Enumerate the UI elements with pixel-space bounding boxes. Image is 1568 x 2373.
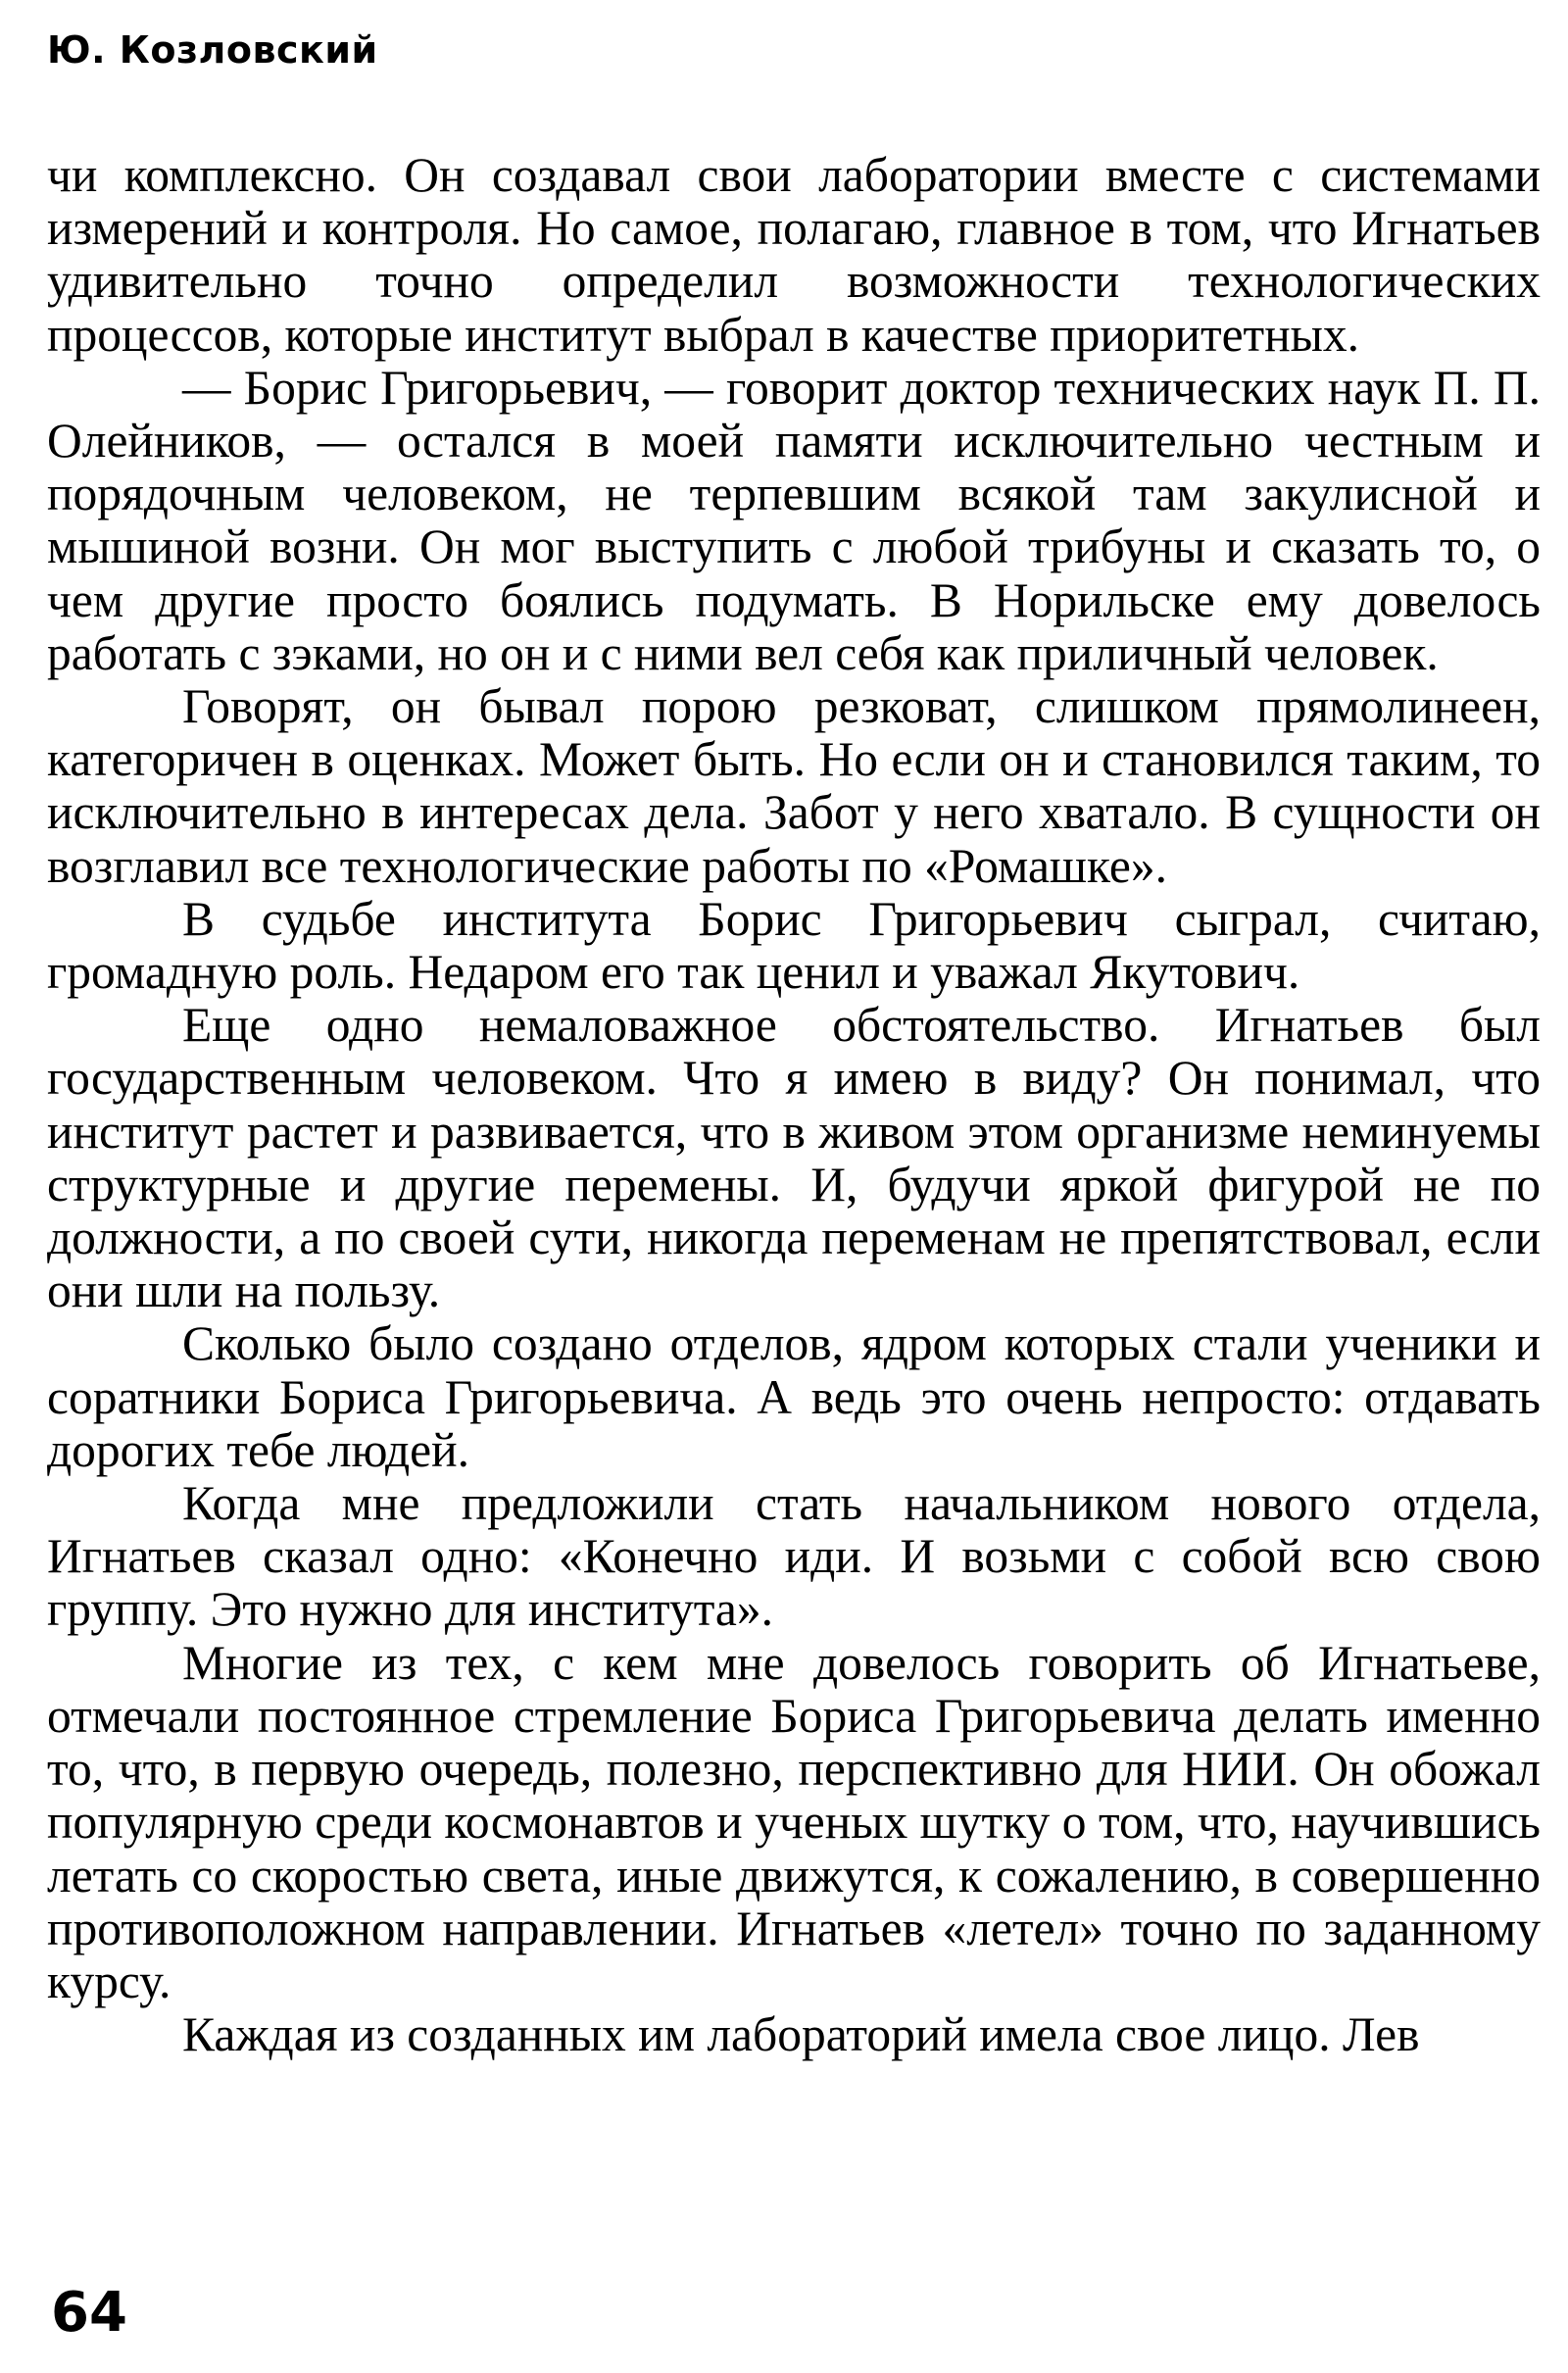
paragraph: Сколько было создано отделов, ядром которых стали ученики и соратники Бориса Григорьевича. А ведь это очень непросто: отдавать дорогих тебе людей. (47, 1316, 1541, 1477)
page-number: 64 (51, 2281, 127, 2345)
running-head: Ю. Козловский (47, 28, 378, 72)
paragraph: чи комплексно. Он создавал свои лаборатории вместе с системами измерений и контроля. Но самое, полагаю, главное в том, что Игнатьев удивительно точно определил возможности технологических процессов, которые институт выбрал в качестве приоритетных. (47, 148, 1541, 362)
paragraph: Многие из тех, с кем мне довелось говорить об Игнатьеве, отмечали постоянное стремление Бориса Григорьевича делать именно то, что, в первую очередь, полезно, перспективно для НИИ. Он обожал популярную среди космонавтов и ученых шутку о том, что, научившись летать со скоростью света, иные движутся, к сожалению, в совершенно противоположном направлении. Игнатьев «летел» точно по заданному курсу. (47, 1635, 1541, 2008)
paragraph: В судьбе института Борис Григорьевич сыграл, считаю, громадную роль. Недаром его так ценил и уважал Якутович. (47, 891, 1541, 1000)
paragraph: Еще одно немаловажное обстоятельство. Игнатьев был государственным человеком. Что я имею в виду? Он понимал, что институт растет и развивается, что в живом этом организме неминуемы структурные и другие перемены. И, будучи яркой фигурой не по должности, а по своей сути, никогда переменам не препятствовал, если они шли на пользу. (47, 998, 1541, 1318)
body-text (47, 149, 1541, 2061)
paragraph: — Борис Григорьевич, — говорит доктор технических наук П. П. Олейников, — остался в моей памяти исключительно честным и порядочным человеком, не терпевшим всякой там закулисной и мышиной возни. Он мог выступить с любой трибуны и сказать то, о чем другие просто боялись подумать. В Норильске ему довелось работать с зэками, но он и с ними вел себя как приличный человек. (47, 360, 1541, 680)
paragraph: Когда мне предложили стать начальником нового отдела, Игнатьев сказал одно: «Конечно иди. И возьми с собой всю свою группу. Это нужно для института». (47, 1476, 1541, 1637)
paragraph: Говорят, он бывал порою резковат, слишком прямолинеен, категоричен в оценках. Может быть. Но если он и становился таким, то исключительно в интересах дела. Забот у него хватало. В сущности он возглавил все технологические работы по «Ромашке». (47, 679, 1541, 893)
paragraph: Каждая из созданных им лабораторий имела свое лицо. Лев (182, 2007, 1420, 2062)
